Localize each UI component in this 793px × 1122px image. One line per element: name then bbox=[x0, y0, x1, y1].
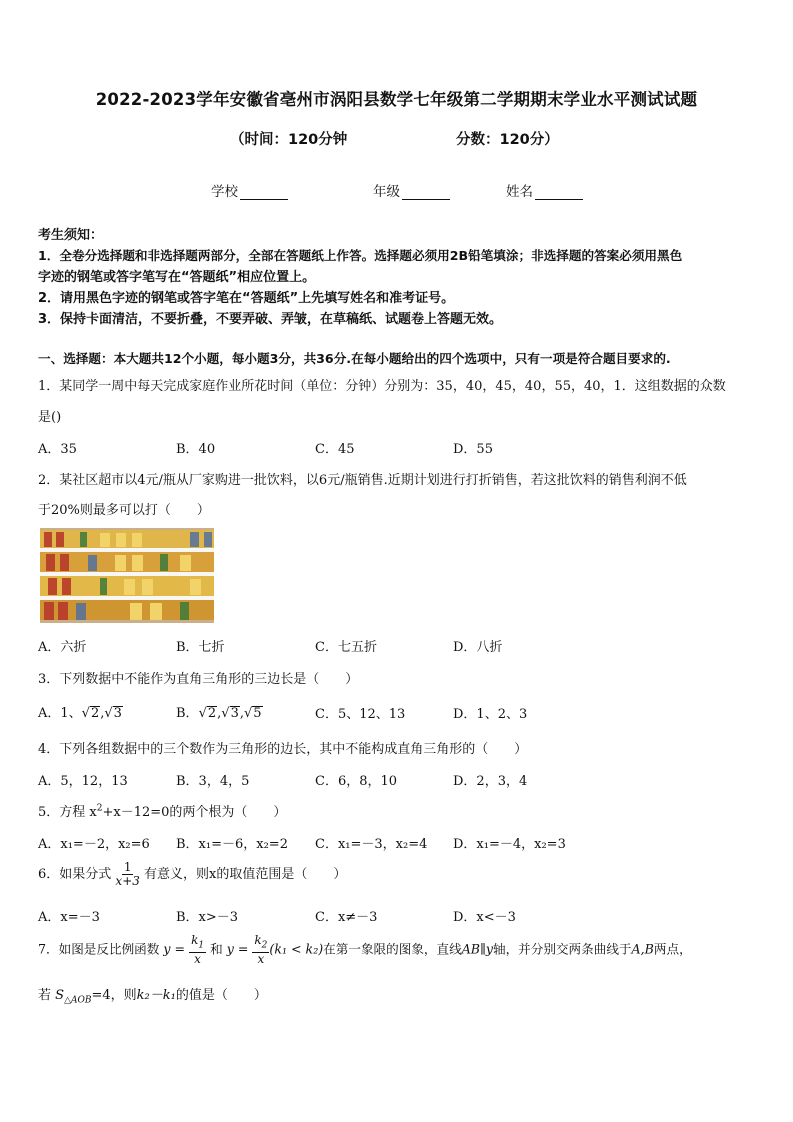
q4-option-c[interactable]: C．6，8，10 bbox=[315, 774, 398, 789]
q6-option-a[interactable]: A．x=－3 bbox=[38, 910, 100, 925]
page-title: 2022-2023学年安徽省亳州市涡阳县数学七年级第二学期期末学业水平测试试题 bbox=[95, 90, 698, 109]
name-field[interactable] bbox=[506, 180, 583, 200]
q7-ab: AB∥y bbox=[461, 941, 493, 957]
q3-b-root3: 5 bbox=[253, 706, 262, 721]
q7-eq: =4，则 bbox=[91, 988, 137, 1003]
name-label: 姓名 bbox=[506, 184, 533, 200]
q3-option-a[interactable]: A．1、√2,√3 bbox=[38, 706, 122, 721]
q6-option-d[interactable]: D．x<－3 bbox=[453, 910, 516, 925]
section-heading: 一、选择题：本大题共12个小题，每小题3分，共36分.在每小题给出的四个选项中，只有一项是符合题目要求的. bbox=[38, 351, 671, 366]
school-label: 学校 bbox=[211, 184, 238, 200]
notice-line-1: 1．全卷分选择题和非选择题两部分，全部在答题纸上作答。选择题必须用2B铅笔填涂；非选择题的答案必须用黑色 bbox=[38, 248, 683, 263]
exam-score: 分数：120分） bbox=[456, 132, 559, 148]
q6-numerator: 1 bbox=[123, 860, 132, 874]
q5-text bbox=[38, 801, 286, 820]
q3-b-prefix: B． bbox=[176, 706, 199, 721]
q3-b-root1: 2 bbox=[207, 706, 217, 721]
q1-option-b[interactable]: B．40 bbox=[176, 442, 216, 457]
q2-option-d[interactable]: D．八折 bbox=[453, 640, 503, 655]
q6-pre: 6．如果分式 bbox=[38, 867, 112, 882]
q2-text-2: 于20%则最多可以打（ ） bbox=[38, 503, 210, 518]
q7-x2: x bbox=[257, 952, 265, 967]
q2-text: 2．某社区超市以4元/瓶从厂家购进一批饮料，以6元/瓶销售.近期计划进行打折销售，若这批饮料的销售利润不低 bbox=[38, 473, 687, 488]
q7-y2: y = bbox=[226, 941, 249, 957]
q7-pre: 7．如图是反比例函数 bbox=[38, 941, 160, 957]
q5-option-d[interactable]: D．x₁=－4，x₂=3 bbox=[453, 837, 566, 852]
q5-post: +x－12=0的两个根为（ ） bbox=[102, 805, 287, 820]
grade-label: 年级 bbox=[373, 184, 400, 200]
q3-text: 3．下列数据中不能作为直角三角形的三边长是（ ） bbox=[38, 672, 359, 687]
q4-text: 4．下列各组数据中的三个数作为三角形的边长，其中不能构成直角三角形的（ ） bbox=[38, 742, 528, 757]
q7-tail: 两点， bbox=[653, 941, 692, 957]
notice-line-3: 3．保持卡面清洁，不要折叠，不要弄破、弄皱，在草稿纸、试题卷上答题无效。 bbox=[38, 312, 503, 327]
q6-post: 有意义，则x的取值范围是（ ） bbox=[144, 867, 347, 882]
q5-exp: 2 bbox=[96, 803, 103, 814]
q6-option-c[interactable]: C．x≠－3 bbox=[315, 910, 378, 925]
q3-a-prefix: A．1、 bbox=[38, 706, 82, 721]
q7-y1: y = bbox=[163, 941, 186, 957]
q2-option-a[interactable]: A．六折 bbox=[38, 640, 87, 655]
q7-text-2 bbox=[38, 984, 267, 1006]
q1-option-c[interactable]: C．45 bbox=[315, 442, 355, 457]
q7-frac1 bbox=[189, 934, 206, 966]
q7-if: 若 bbox=[38, 988, 52, 1003]
q7-ask: 的值是（ ） bbox=[175, 988, 267, 1003]
q7-cond: (k₁ < k₂) bbox=[269, 941, 324, 957]
q7-mid: 在第一象限的图象，直线 bbox=[323, 941, 462, 957]
q1-text: 1．某同学一周中每天完成家庭作业所花时间（单位：分钟）分别为：35，40，45，40，55，40，1．这组数据的众数 bbox=[38, 379, 726, 394]
q3-option-c[interactable]: C．5、12、13 bbox=[315, 707, 406, 722]
q5-option-b[interactable]: B．x₁=－6，x₂=2 bbox=[176, 837, 288, 852]
q3-option-d[interactable]: D．1、2、3 bbox=[453, 707, 528, 722]
q5-pre: 5．方程 x bbox=[38, 805, 97, 820]
q7-points: A,B bbox=[631, 941, 654, 957]
q1-text-2: 是() bbox=[38, 410, 62, 425]
grade-field[interactable] bbox=[373, 180, 450, 200]
q6-text bbox=[38, 861, 346, 888]
q2-option-b[interactable]: B．七折 bbox=[176, 640, 225, 655]
q2-option-c[interactable]: C．七五折 bbox=[315, 640, 377, 655]
q3-a-root1: 2 bbox=[90, 706, 100, 721]
q4-option-a[interactable]: A．5，12，13 bbox=[38, 774, 128, 789]
q5-option-c[interactable]: C．x₁=－3，x₂=4 bbox=[315, 837, 428, 852]
school-field[interactable] bbox=[211, 180, 288, 200]
q1-option-a[interactable]: A．35 bbox=[38, 442, 77, 457]
q7-area: $S_{\triangle AOB}$ bbox=[55, 988, 92, 1006]
notice-line-1b: 字迹的钢笔或答字笔写在“答题纸”相应位置上。 bbox=[38, 270, 316, 285]
supermarket-shelf-photo bbox=[40, 528, 214, 623]
q7-frac2 bbox=[252, 934, 269, 966]
q1-option-d[interactable]: D．55 bbox=[453, 442, 493, 457]
q7-k2: $k_2$ bbox=[252, 934, 269, 953]
q3-b-root2: 3 bbox=[230, 706, 239, 721]
q7-expr: k₂－k₁ bbox=[136, 988, 176, 1003]
q7-x1: x bbox=[194, 952, 201, 967]
q3-option-b[interactable]: B．√2,√3,√5 bbox=[176, 706, 262, 721]
q3-a-root2: 3 bbox=[113, 706, 122, 721]
q6-fraction bbox=[115, 861, 139, 888]
q7-end: 轴，并分别交两条曲线于 bbox=[492, 941, 632, 957]
q7-k1: $k_1$ bbox=[189, 934, 206, 953]
q7-text bbox=[38, 934, 692, 966]
q7-and: 和 bbox=[210, 941, 223, 957]
q5-option-a[interactable]: A．x₁=－2，x₂=6 bbox=[38, 837, 150, 852]
q4-option-b[interactable]: B．3，4，5 bbox=[176, 774, 250, 789]
q6-option-b[interactable]: B．x>－3 bbox=[176, 910, 239, 925]
exam-time: （时间：120分钟 bbox=[230, 132, 348, 148]
notice-heading: 考生须知： bbox=[38, 228, 104, 243]
q4-option-d[interactable]: D．2，3，4 bbox=[453, 774, 528, 789]
q6-denominator: x+3 bbox=[115, 874, 140, 888]
notice-line-2: 2．请用黑色字迹的钢笔或答字笔在“答题纸”上先填写姓名和准考证号。 bbox=[38, 291, 455, 306]
